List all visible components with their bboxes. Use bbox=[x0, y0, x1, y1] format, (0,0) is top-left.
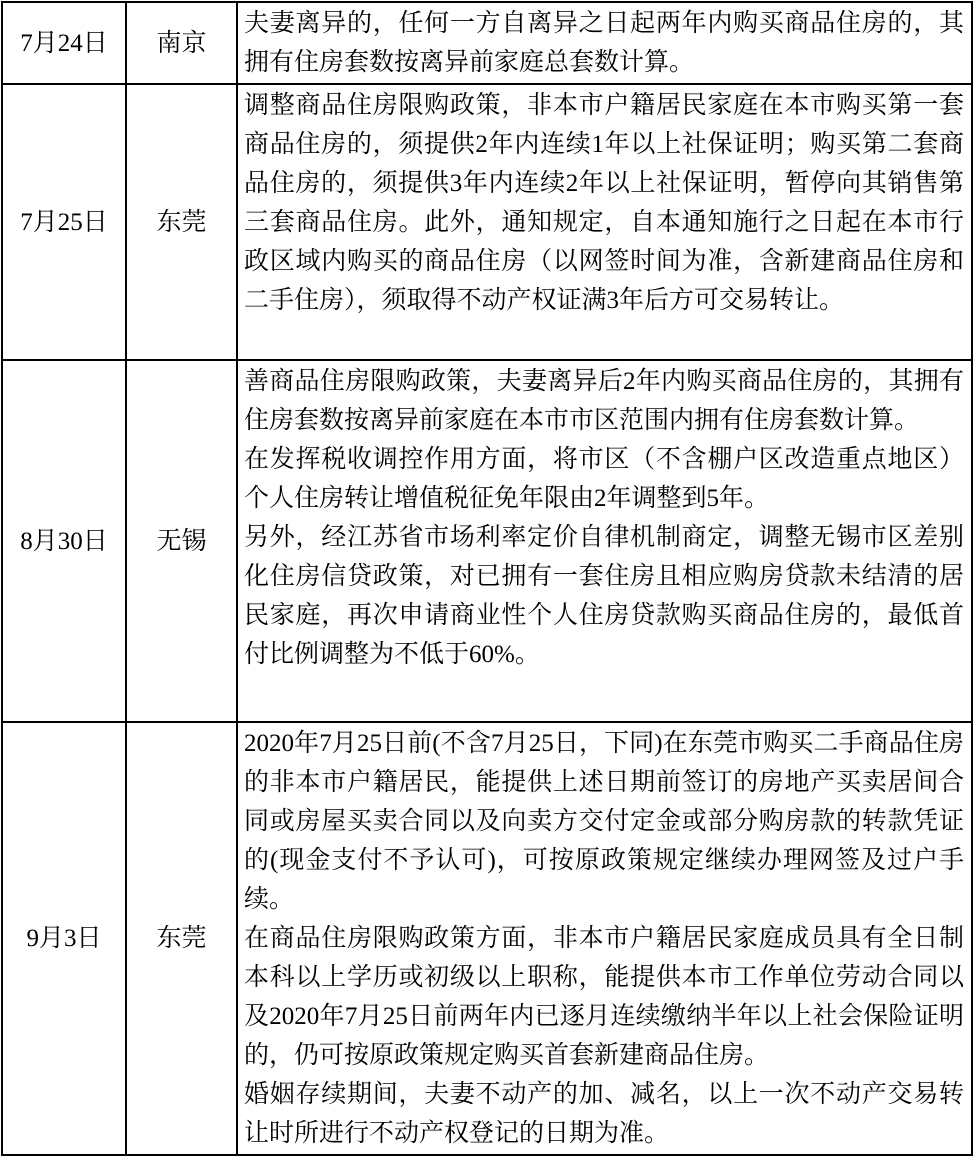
city-cell: 南京 bbox=[126, 2, 237, 84]
policy-paragraph: 另外，经江苏省市场利率定价自律机制商定，调整无锡市区差别化住房信贷政策，对已拥有一套住房且相应购房贷款未结清的居民家庭，再次申请商业性个人住房贷款购买商品住房的，最低首付比例调整为不低于60%。 bbox=[244, 524, 964, 668]
policy-paragraph: 善商品住房限购政策，夫妻离异后2年内购买商品住房的，其拥有住房套数按离异前家庭在本市市区范围内拥有住房套数计算。 bbox=[244, 368, 964, 434]
table-row bbox=[2, 2, 972, 84]
policy-cell bbox=[237, 360, 972, 722]
policy-cell bbox=[237, 84, 972, 360]
policy-paragraph: 夫妻离异的，任何一方自离异之日起两年内购买商品住房的，其拥有住房套数按离异前家庭总套数计算。 bbox=[244, 10, 964, 76]
city-cell: 无锡 bbox=[126, 360, 237, 722]
policy-cell bbox=[237, 2, 972, 84]
policy-paragraph: 在发挥税收调控作用方面，将市区（不含棚户区改造重点地区）个人住房转让增值税征免年限由2年调整到5年。 bbox=[244, 446, 964, 512]
policy-paragraph: 婚姻存续期间，夫妻不动产的加、减名，以上一次不动产交易转让时所进行不动产权登记的日期为准。 bbox=[244, 1081, 964, 1147]
date-cell: 8月30日 bbox=[2, 360, 126, 722]
table-row bbox=[2, 722, 972, 1155]
policy-cell bbox=[237, 722, 972, 1155]
city-cell: 东莞 bbox=[126, 84, 237, 360]
policy-paragraph: 在商品住房限购政策方面，非本市户籍居民家庭成员具有全日制本科以上学历或初级以上职称，能提供本市工作单位劳动合同以及2020年7月25日前两年内已逐月连续缴纳半年以上社会保险证明的，仍可按原政策规定购买首套新建商品住房。 bbox=[244, 925, 964, 1069]
policy-table bbox=[1, 1, 973, 1156]
policy-paragraph: 2020年7月25日前(不含7月25日，下同)在东莞市购买二手商品住房的非本市户籍居民，能提供上述日期前签订的房地产买卖居间合同或房屋买卖合同以及向卖方交付定金或部分购房款的转款凭证的(现金支付不予认可)，可按原政策规定继续办理网签及过户手续。 bbox=[244, 730, 964, 913]
city-cell: 东莞 bbox=[126, 722, 237, 1155]
date-cell: 7月24日 bbox=[2, 2, 126, 84]
date-cell: 9月3日 bbox=[2, 722, 126, 1155]
table-row bbox=[2, 360, 972, 722]
table-row bbox=[2, 84, 972, 360]
date-cell: 7月25日 bbox=[2, 84, 126, 360]
policy-paragraph: 调整商品住房限购政策，非本市户籍居民家庭在本市购买第一套商品住房的，须提供2年内连续1年以上社保证明；购买第二套商品住房的，须提供3年内连续2年以上社保证明，暂停向其销售第三套商品住房。此外，通知规定，自本通知施行之日起在本市行政区域内购买的商品住房（以网签时间为准，含新建商品住房和二手住房），须取得不动产权证满3年后方可交易转让。 bbox=[244, 92, 964, 314]
